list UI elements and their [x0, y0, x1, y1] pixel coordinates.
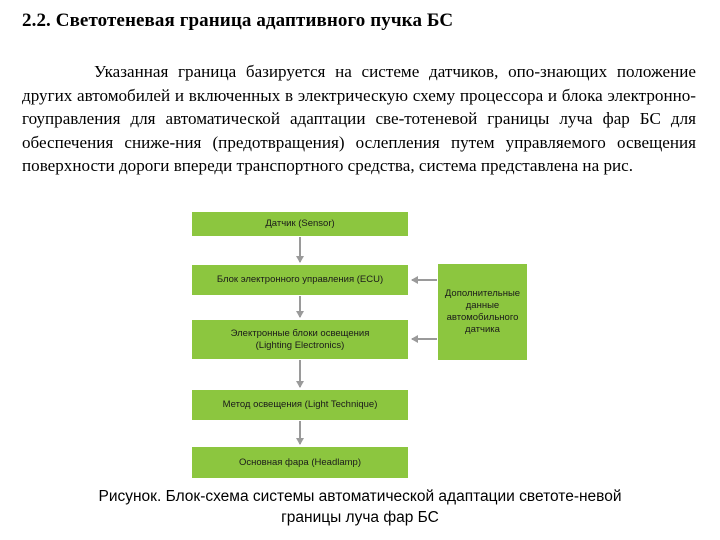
extra-label-line3: автомобильного	[446, 312, 519, 323]
figure-caption	[40, 486, 680, 528]
page-title: 2.2. Светотеневая граница адаптивного пучка БС	[22, 10, 454, 31]
lighting-label-line2: (Lighting Electronics)	[255, 339, 345, 351]
lighting-label-line1: Электронные блоки освещения	[230, 327, 370, 339]
extra-label-line2: данные	[465, 300, 500, 311]
caption-line2: границы луча фар БС	[281, 509, 439, 526]
body-paragraph: Указанная граница базируется на системе датчиков, опо-знающих положение других автомобилей и включенных в электрическую схему процессора и блока электронно-гоуправления для автоматической адаптации све-тотеневой границы луча фар БС для обеспечения сниже-ния (предотвращения) ослепления путем управляемого освещения поверхности дороги впереди транспортного средства, система представлена на рис.	[22, 62, 696, 175]
lighting-electronics-box	[192, 320, 408, 359]
extra-label-line4: датчика	[465, 324, 500, 335]
sensor-box	[192, 212, 408, 236]
headlamp-label: Основная фара (Headlamp)	[239, 456, 361, 468]
ecu-label: Блок электронного управления (ECU)	[216, 274, 384, 285]
light-technique-box	[192, 390, 408, 420]
extra-sensor-data-box	[438, 264, 527, 360]
technique-label: Метод освещения (Light Technique)	[222, 399, 378, 410]
ecu-box	[192, 265, 408, 295]
sensor-label: Датчик (Sensor)	[265, 218, 335, 229]
extra-label-line1: Дополнительные	[444, 288, 521, 299]
caption-line1: Рисунок. Блок-схема системы автоматической адаптации светоте-невой	[98, 488, 622, 505]
headlamp-box	[192, 447, 408, 478]
